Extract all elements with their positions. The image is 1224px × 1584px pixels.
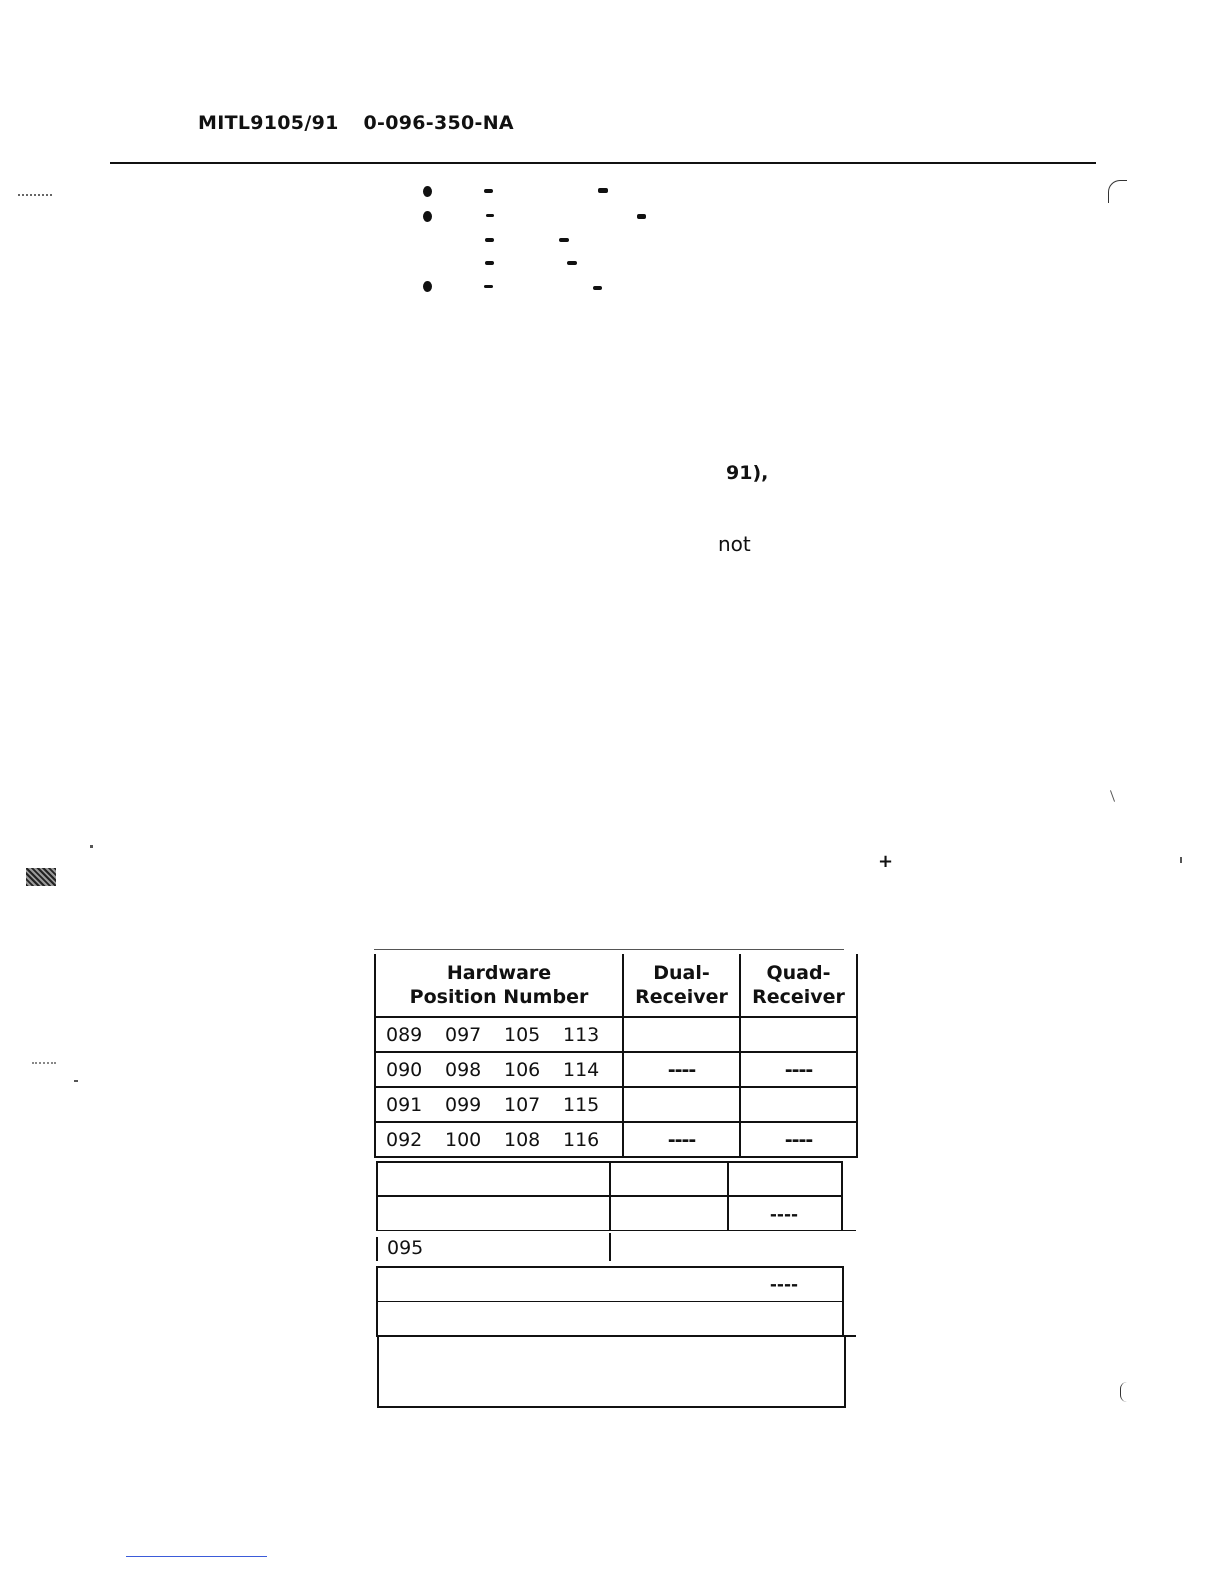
dash-mark (485, 261, 494, 265)
quad-receiver-cell (740, 1087, 857, 1122)
dual-receiver-cell (623, 1017, 740, 1052)
header-line: Position Number (409, 986, 589, 1008)
position-number: 105 (504, 1023, 541, 1046)
scan-speck (1120, 1382, 1127, 1402)
bullet-marker (423, 186, 432, 197)
quad-receiver-cell: ---- (740, 1052, 857, 1087)
table-rule (842, 1266, 844, 1337)
dash-cell-text: ---- (769, 1275, 799, 1295)
bullet-marker (423, 281, 432, 292)
bullet-marker (423, 211, 432, 222)
position-number: 100 (445, 1128, 482, 1151)
quad-receiver-cell: ---- (740, 1122, 857, 1157)
dash-mark (484, 189, 493, 193)
dash-mark (484, 285, 493, 288)
position-number: 116 (563, 1128, 600, 1151)
table-rule (376, 1301, 843, 1302)
scan-speck (1180, 857, 1182, 863)
position-number: 113 (563, 1023, 600, 1046)
empty-table-box (377, 1337, 846, 1408)
scan-speck (18, 194, 52, 200)
dual-receiver-cell (623, 1087, 740, 1122)
position-number: 106 (504, 1058, 541, 1081)
position-number: 092 (386, 1128, 423, 1151)
table-rule (841, 1161, 843, 1231)
header-line: Receiver (752, 986, 845, 1008)
part-number: 0-096-350-NA (363, 112, 514, 134)
position-number: 097 (445, 1023, 482, 1046)
dash-mark (486, 214, 494, 217)
dash-mark (637, 214, 646, 219)
table-rule (376, 1230, 856, 1231)
position-number: 090 (386, 1058, 423, 1081)
table-header-row (375, 954, 857, 1017)
table-rule (376, 1266, 843, 1268)
dash-mark (598, 188, 608, 193)
header-line: Dual- (653, 962, 710, 984)
table-rule (376, 1161, 378, 1231)
position-number: 095 (387, 1237, 424, 1259)
scan-smudge (26, 868, 56, 886)
dash-mark (567, 261, 577, 265)
position-number: 091 (386, 1093, 423, 1116)
header-rule (110, 162, 1096, 164)
scan-speck (1108, 180, 1127, 203)
table-row (375, 1017, 857, 1052)
table-rule (376, 1237, 378, 1261)
dash-mark (559, 238, 569, 242)
dash-mark (593, 286, 602, 290)
dash-mark (485, 238, 494, 242)
column-header-hardware-position (375, 954, 623, 1017)
column-header-dual-receiver (623, 954, 740, 1017)
document-header (198, 112, 532, 134)
scan-speck (1110, 790, 1115, 802)
position-number: 115 (563, 1093, 600, 1116)
header-line: Hardware (446, 962, 552, 984)
column-header-quad-receiver (740, 954, 857, 1017)
text-fragment-not: not (718, 532, 751, 556)
table-rule (727, 1161, 729, 1231)
doc-id: MITL9105/91 (198, 112, 339, 134)
scan-speck (32, 1062, 56, 1068)
quad-receiver-cell (740, 1017, 857, 1052)
text-fragment-91: 91), (726, 462, 769, 484)
table-rule (609, 1233, 611, 1261)
hardware-position-table (374, 954, 858, 1158)
table-rule (376, 1266, 378, 1337)
table-rule (609, 1161, 611, 1231)
table-row (375, 1052, 857, 1087)
footer-underline (126, 1556, 267, 1557)
header-line: Receiver (635, 986, 728, 1008)
dual-receiver-cell: ---- (623, 1122, 740, 1157)
table-top-rule (374, 949, 844, 950)
position-number: 099 (445, 1093, 482, 1116)
header-line: Quad- (766, 962, 831, 984)
dash-cell-text: ---- (769, 1205, 799, 1225)
position-number: 089 (386, 1023, 423, 1046)
position-number: 098 (445, 1058, 482, 1081)
table-row (375, 1122, 857, 1157)
scan-speck (90, 845, 93, 848)
plus-sign: + (878, 851, 894, 872)
position-number: 107 (504, 1093, 541, 1116)
dual-receiver-cell: ---- (623, 1052, 740, 1087)
position-number: 108 (504, 1128, 541, 1151)
position-number: 114 (563, 1058, 600, 1081)
scan-speck (74, 1080, 78, 1082)
table-row (375, 1087, 857, 1122)
